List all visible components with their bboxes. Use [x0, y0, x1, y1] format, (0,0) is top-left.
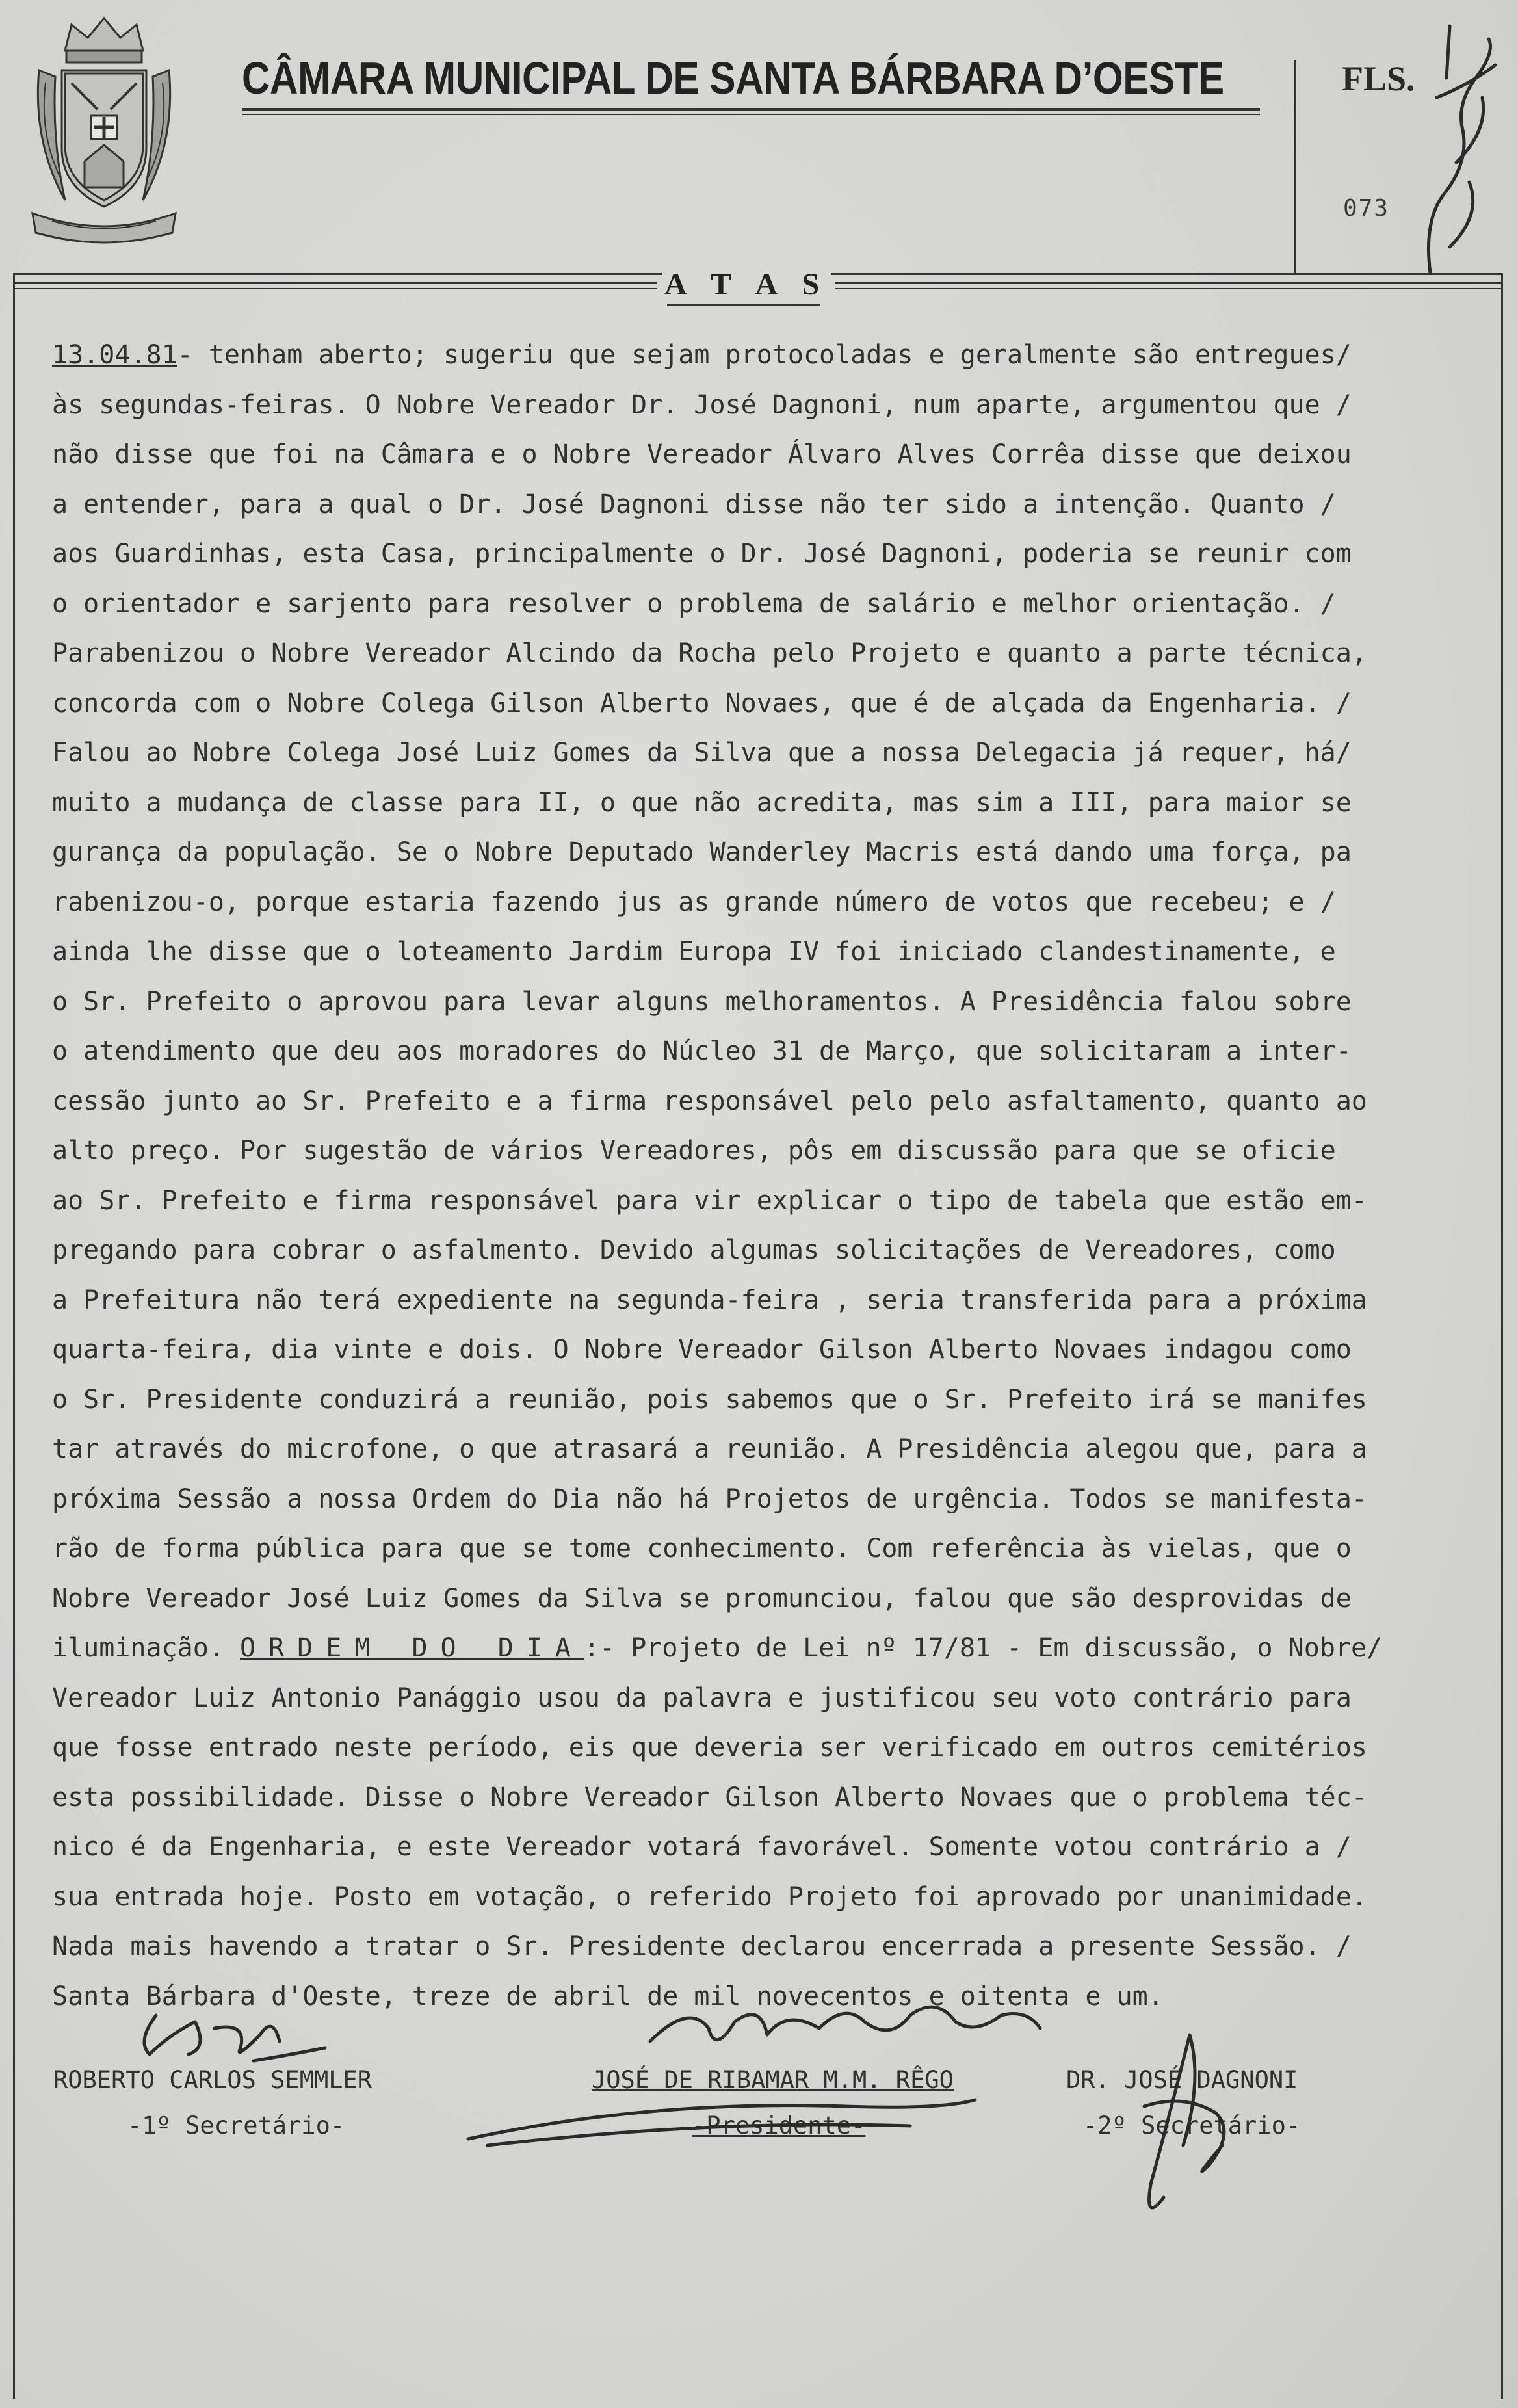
ordem-do-dia-label: ORDEM DO DIA: [239, 1633, 584, 1663]
session-date: 13.04.81: [52, 340, 177, 370]
first-line-text: - tenham aberto; sugeriu que sejam protocoladas e geralmente são entregues/: [177, 340, 1352, 370]
header-rule-thin: [242, 114, 1260, 115]
council-name-heading: CÂMARA MUNICIPAL DE SANTA BÁRBARA D’OESTE: [242, 53, 1224, 103]
signatory-1-name: ROBERTO CARLOS SEMMLER: [53, 2066, 373, 2094]
minutes-lines: [52, 380, 1476, 1624]
minutes-line: alto preço. Por sugestão de vários Vereadores, pôs em discussão para que se oficie: [52, 1136, 1336, 1166]
minutes-body: [52, 330, 1476, 2021]
minutes-line: ainda lhe disse que o loteamento Jardim Europa IV foi iniciado clandestinamente, e: [52, 937, 1336, 967]
minutes-line: nico é da Engenharia, e este Vereador votará favorável. Somente votou contrário a /: [52, 1832, 1352, 1862]
minutes-line: Vereador Luiz Antonio Panággio usou da palavra e justificou seu voto contrário para: [52, 1682, 1352, 1713]
minutes-line: às segundas-feiras. O Nobre Vereador Dr. José Dagnoni, num aparte, argumentou que /: [52, 389, 1352, 420]
signatory-3-name: DR. JOSÉ DAGNONI: [1066, 2066, 1298, 2094]
closing-lines: [52, 1673, 1476, 2022]
signatory-2-role: -Presidente-: [692, 2112, 866, 2140]
minutes-line: rão de forma pública para que se tome conhecimento. Com referência às vielas, que o: [52, 1534, 1352, 1564]
signatory-3-role: -2º Secretário-: [1083, 2112, 1301, 2140]
minutes-line: não disse que foi na Câmara e o Nobre Vereador Álvaro Alves Corrêa disse que deixou: [52, 439, 1352, 469]
minutes-line: Nobre Vereador José Luiz Gomes da Silva se promunciou, falou que são desprovidas de: [52, 1583, 1352, 1614]
folio-divider: [1294, 60, 1296, 274]
minutes-line: aos Guardinhas, esta Casa, principalmente o Dr. José Dagnoni, poderia se reunir com: [52, 539, 1352, 569]
header-rule: [242, 108, 1260, 111]
minutes-line: gurança da população. Se o Nobre Deputado Wanderley Macris está dando uma força, pa: [52, 837, 1352, 867]
minutes-line: quarta-feira, dia vinte e dois. O Nobre Vereador Gilson Alberto Novaes indagou como: [52, 1335, 1352, 1365]
minutes-line: próxima Sessão a nossa Ordem do Dia não há Projetos de urgência. Todos se manifesta-: [52, 1484, 1367, 1514]
minutes-line: Santa Bárbara d'Oeste, treze de abril de mil novecentos e oitenta e um.: [52, 1981, 1164, 2011]
minutes-line: a entender, para a qual o Dr. José Dagnoni disse não ter sido a intenção. Quanto /: [52, 489, 1336, 519]
signatory-1-role: -1º Secretário-: [127, 2112, 345, 2140]
minutes-line: a Prefeitura não terá expediente na segunda-feira , seria transferida para a próxima: [52, 1285, 1367, 1315]
minutes-line: o orientador e sarjento para resolver o problema de salário e melhor orientação. /: [52, 588, 1336, 619]
minutes-line: Nada mais havendo a tratar o Sr. Presidente declarou encerrada a presente Sessão. /: [52, 1931, 1352, 1961]
minutes-line: sua entrada hoje. Posto em votação, o referido Projeto foi aprovado por unanimidade.: [52, 1881, 1367, 1912]
minutes-line: o Sr. Presidente conduzirá a reunião, pois sabemos que o Sr. Prefeito irá se manifes: [52, 1384, 1367, 1415]
minutes-line: rabenizou-o, porque estaria fazendo jus as grande número de votos que recebeu; e /: [52, 887, 1336, 917]
minutes-line: Falou ao Nobre Colega José Luiz Gomes da Silva que a nossa Delegacia já requer, há/: [52, 738, 1352, 768]
minutes-line: Parabenizou o Nobre Vereador Alcindo da Rocha pelo Projeto e quanto a parte técnica,: [52, 638, 1367, 668]
minutes-line: cessão junto ao Sr. Prefeito e a firma responsável pelo pelo asfaltamento, quanto ao: [52, 1086, 1367, 1116]
municipal-coat-of-arms-icon: [26, 12, 182, 252]
minutes-line: pregando para cobrar o asfalmento. Devido algumas solicitações de Vereadores, como: [52, 1235, 1336, 1265]
minutes-line: ao Sr. Prefeito e firma responsável para vir explicar o tipo de tabela que estão em-: [52, 1185, 1367, 1216]
minutes-line: tar através do microfone, o que atrasará a reunião. A Presidência alegou que, para a: [52, 1434, 1367, 1464]
ordem-do-dia-line: iluminação. ORDEM DO DIA:- Projeto de Lei nº 17/81 - Em discussão, o Nobre/: [52, 1633, 1383, 1663]
section-title-underline: [667, 304, 820, 306]
minutes-line: muito a mudança de classe para II, o que não acredita, mas sim a III, para maior se: [52, 787, 1352, 818]
section-title: A T A S: [662, 267, 831, 302]
signatory-2-name: JOSÉ DE RIBAMAR M.M. RÊGO: [592, 2066, 954, 2094]
minutes-line: que fosse entrado neste período, eis que deveria ser verificado em outros cemitérios: [52, 1733, 1367, 1762]
minutes-line: o atendimento que deu aos moradores do Núcleo 31 de Março, que solicitaram a inter-: [52, 1036, 1352, 1066]
minutes-first-line: [52, 330, 1476, 380]
folio-number: 073: [1343, 195, 1390, 222]
fls-label: FLS.: [1342, 59, 1415, 98]
minutes-line: concorda com o Nobre Colega Gilson Alberto Novaes, que é de alçada da Engenharia. /: [52, 688, 1352, 718]
minutes-line: esta possibilidade. Disse o Nobre Vereador Gilson Alberto Novaes que o problema téc-: [52, 1782, 1367, 1813]
minutes-line: o Sr. Prefeito o aprovou para levar alguns melhoramentos. A Presidência falou sobre: [52, 986, 1352, 1017]
